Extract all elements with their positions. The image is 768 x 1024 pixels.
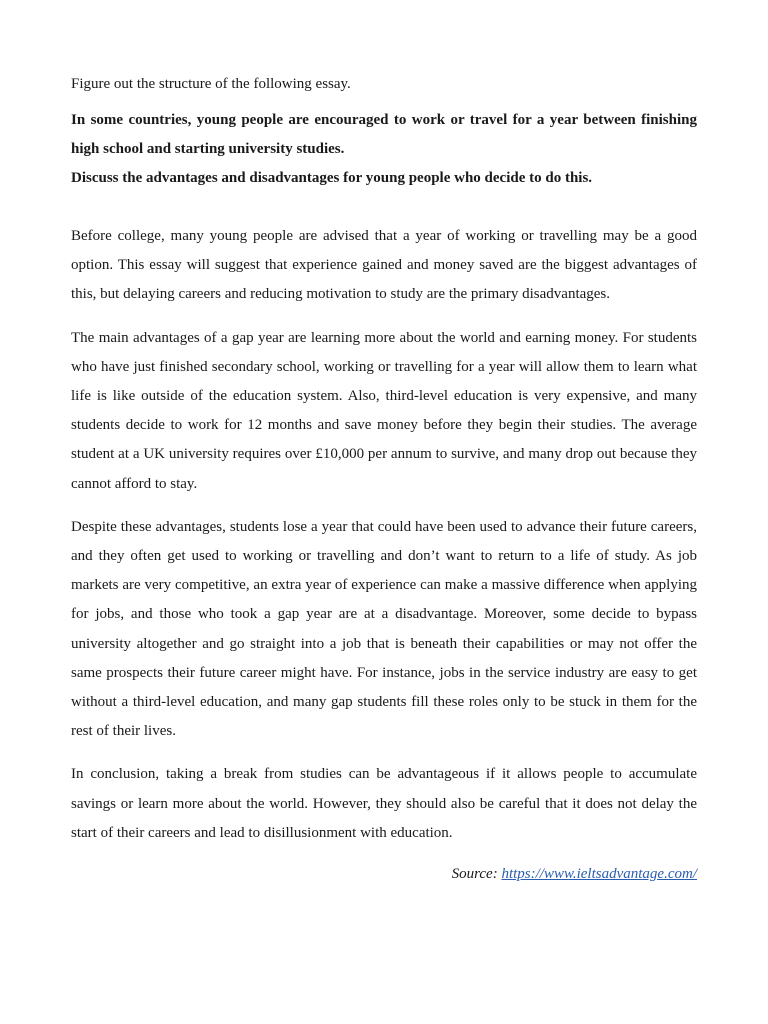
essay-disadvantages-paragraph: Despite these advantages, students lose a year that could have been used to advance their future careers, and they often get used to working or travelling and don’t want to return to a life of study. As job markets are very competitive, an extra year of experience can make a massive difference when applying for jobs, and those who took a gap year are at a disadvantage. Moreover, some decide to bypass university altogether and go straight into a job that is beneath their capabilities or may not offer the same prospects their future career might have. For instance, jobs in the service industry are easy to get without a third-level education, and many gap students fill these roles only to be stuck in them for the rest of their lives.: [71, 518, 697, 740]
essay-prompt-question: Discuss the advantages and disadvantages for young people who decide to do this.: [71, 170, 593, 186]
instruction-text: Figure out the structure of the following essay.: [71, 76, 351, 92]
essay-advantages-paragraph: The main advantages of a gap year are learning more about the world and earning money. For students who have just finished secondary school, working or travelling for a year will allow them to learn what life is like outside of the education system. Also, third-level education is very expensive, and many students decide to work for 12 months and save money before they begin their studies. The average student at a UK university requires over £10,000 per annum to survive, and many drop out because they cannot afford to stay.: [71, 329, 697, 492]
essay-prompt-statement: In some countries, young people are encouraged to work or travel for a year between finishing high school and starting university studies.: [71, 112, 697, 157]
source-link[interactable]: https://www.ieltsadvantage.com/: [501, 866, 697, 883]
source-label: Source:: [451, 866, 498, 883]
source-citation: [71, 862, 697, 886]
essay-conclusion-paragraph: In conclusion, taking a break from studies can be advantageous if it allows people to accumulate savings or learn more about the world. However, they should also be careful that it does not delay the start of their careers and lead to disillusionment with education.: [71, 766, 697, 841]
essay-introduction-paragraph: Before college, many young people are advised that a year of working or travelling may be a good option. This essay will suggest that experience gained and money saved are the biggest advantages of this, but delaying careers and reducing motivation to study are the primary disadvantages.: [71, 228, 697, 303]
document-page: [71, 72, 697, 886]
